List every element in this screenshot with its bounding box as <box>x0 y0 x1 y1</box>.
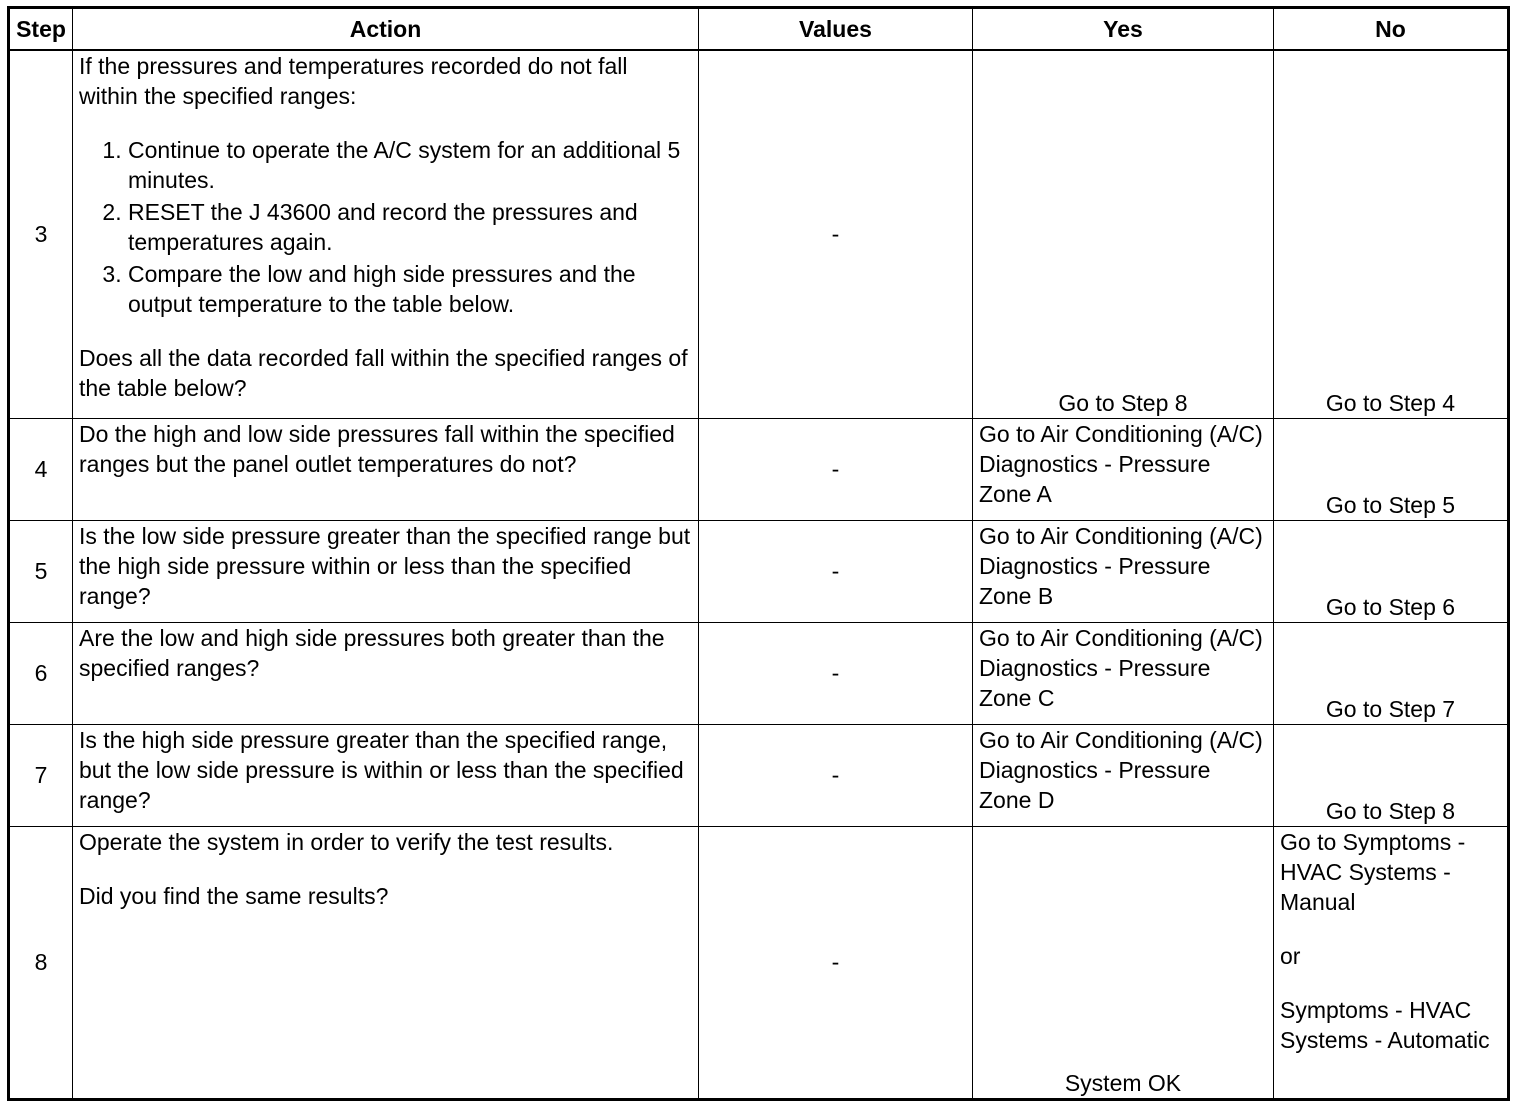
action-instruction: Operate the system in order to verify the test results. <box>79 828 614 855</box>
header-row <box>9 8 1509 51</box>
action-step-item: 2. RESET the J 43600 and record the pressures and temperatures again. <box>128 197 692 257</box>
values-cell: - <box>699 622 973 724</box>
table-row-step-7 <box>9 724 1509 826</box>
action-cell: Is the high side pressure greater than the specified range, but the low side pressure is within or less than the specified range? <box>73 724 699 826</box>
values-cell: - <box>699 50 973 418</box>
values-cell: - <box>699 826 973 1099</box>
header-step: Step <box>9 8 73 51</box>
no-cell: Go to Step 6 <box>1274 520 1509 622</box>
action-cell: Do the high and low side pressures fall within the specified ranges but the panel outlet temperatures do not? <box>73 418 699 520</box>
values-cell: - <box>699 724 973 826</box>
values-cell: - <box>699 418 973 520</box>
action-intro: If the pressures and temperatures recorded do not fall within the specified ranges: <box>79 53 628 109</box>
no-or-text: or <box>1280 942 1301 969</box>
step-number: 3 <box>9 50 73 418</box>
action-steps-list <box>79 135 692 319</box>
step-number: 7 <box>9 724 73 826</box>
header-action: Action <box>73 8 699 51</box>
no-cell: Go to Step 4 <box>1274 50 1509 418</box>
yes-cell: System OK <box>973 826 1274 1099</box>
header-yes: Yes <box>973 8 1274 51</box>
action-question: Did you find the same results? <box>79 882 389 909</box>
table-row-step-6 <box>9 622 1509 724</box>
diagnostic-table <box>7 6 1510 1101</box>
no-cell: Go to Step 7 <box>1274 622 1509 724</box>
table-row-step-4 <box>9 418 1509 520</box>
yes-cell: Go to Air Conditioning (A/C) Diagnostics - Pressure Zone B <box>973 520 1274 622</box>
table-row-step-5 <box>9 520 1509 622</box>
header-no: No <box>1274 8 1509 51</box>
action-cell: Is the low side pressure greater than the specified range but the high side pressure within or less than the specified range? <box>73 520 699 622</box>
no-cell <box>1274 826 1509 1099</box>
header-values: Values <box>699 8 973 51</box>
action-cell: Are the low and high side pressures both greater than the specified ranges? <box>73 622 699 724</box>
action-cell <box>73 50 699 418</box>
action-question: Does all the data recorded fall within the specified ranges of the table below? <box>79 345 688 401</box>
yes-cell: Go to Air Conditioning (A/C) Diagnostics - Pressure Zone D <box>973 724 1274 826</box>
values-cell: - <box>699 520 973 622</box>
action-step-item: 1. Continue to operate the A/C system for an additional 5 minutes. <box>128 135 692 195</box>
action-cell <box>73 826 699 1099</box>
no-option-automatic: Symptoms - HVAC Systems - Automatic <box>1280 996 1490 1053</box>
no-option-manual: Go to Symptoms - HVAC Systems - Manual <box>1280 828 1466 915</box>
no-cell: Go to Step 5 <box>1274 418 1509 520</box>
step-number: 4 <box>9 418 73 520</box>
step-number: 5 <box>9 520 73 622</box>
step-number: 6 <box>9 622 73 724</box>
yes-cell: Go to Air Conditioning (A/C) Diagnostics - Pressure Zone C <box>973 622 1274 724</box>
step-number: 8 <box>9 826 73 1099</box>
table-row-step-3 <box>9 50 1509 418</box>
no-cell: Go to Step 8 <box>1274 724 1509 826</box>
yes-cell: Go to Air Conditioning (A/C) Diagnostics - Pressure Zone A <box>973 418 1274 520</box>
table-row-step-8 <box>9 826 1509 1099</box>
yes-cell: Go to Step 8 <box>973 50 1274 418</box>
action-step-item: 3. Compare the low and high side pressures and the output temperature to the table below. <box>128 259 692 319</box>
